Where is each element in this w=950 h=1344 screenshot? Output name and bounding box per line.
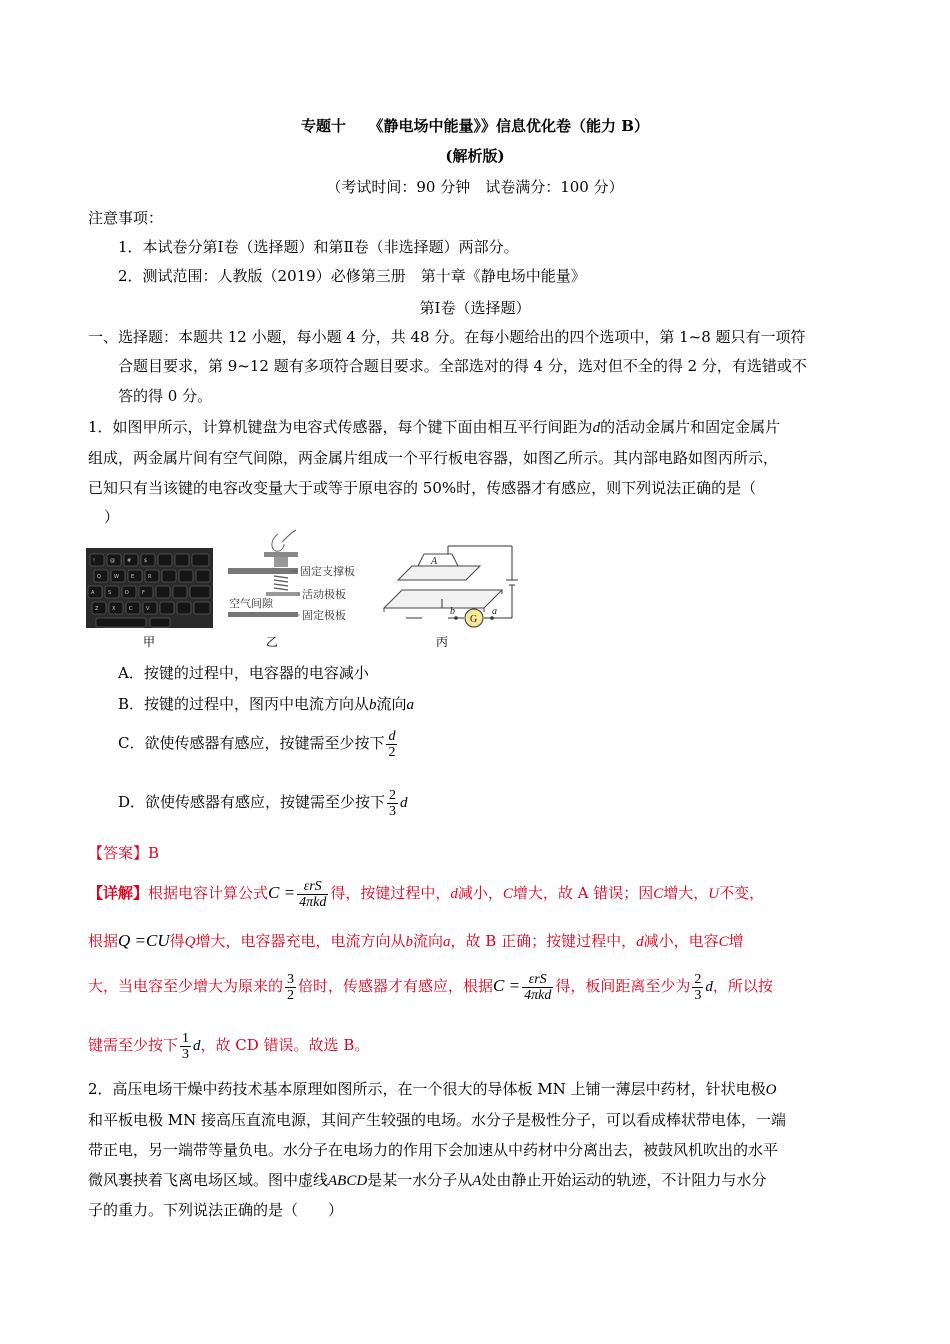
q1-stem-line-4: ）: [104, 508, 120, 526]
svg-text:!: !: [93, 558, 96, 564]
svg-text:V: V: [146, 606, 150, 612]
label-galvanometer: G: [470, 614, 478, 625]
label-key-A: A: [431, 556, 438, 567]
exam-info: （考试时间：90 分钟 试卷满分：100 分）: [326, 178, 624, 196]
figure-caption-jia: 甲: [143, 635, 156, 649]
fraction-d-over-2: $\frac{d}{2}$: [388, 728, 396, 760]
section-instructions-2: 合题目要求，第 9~12 题有多项符合题目要求。全部选对的得 4 分，选对但不全的得 2 分，有选错或不: [118, 357, 807, 375]
label-point-b: b: [450, 606, 455, 617]
q1-explanation-line-3: 大，当电容至少增大为原来的 $\frac{3}{2}$ 倍时，传感器才有感应，根据C = $\frac{\text{εrS}}{\text{4πkd}}$ 得，板间距离至少为 $\frac{2}{3}$ d，所以按: [88, 971, 773, 1003]
svg-text:@: @: [110, 558, 115, 564]
svg-text:F: F: [142, 590, 145, 596]
q1-stem-line-2: 组成，两金属片间有空气间隙，两金属片组成一个平行板电容器，如图乙所示。其内部电路如图丙所示，: [88, 449, 779, 467]
q2-stem-line-3: 带正电，另一端带等量负电。水分子在电场力的作用下会加速从中药材中分离出去，被鼓风机吹出的水平: [88, 1141, 779, 1159]
q1-explanation-line-4: 键需至少按下 $\frac{1}{3}$ d，故 CD 错误。故选 B。: [88, 1030, 370, 1062]
doc-subtitle: (解析版): [445, 147, 505, 165]
q1-explanation-line-1: 【详解】根据电容计算公式C = $\frac{\text{εrS}}{\text{4πkd}}$ 得，按键过程中，d减小，C增大，故 A 错误；因C增大，U不变，: [88, 878, 765, 910]
section-instructions-1: 一、选择题：本题共 12 小题，每小题 4 分，共 48 分。在每小题给出的四个选项中，第 1~8 题只有一项符: [88, 328, 806, 346]
keyboard-photo: [86, 548, 213, 628]
figure-caption-bing: 丙: [436, 635, 449, 649]
doc-title: 专题十 《静电场中能量》》信息优化卷（能力 B）: [301, 117, 649, 135]
svg-text:A: A: [91, 590, 95, 596]
label-fixed-plate: 固定极板: [302, 609, 346, 622]
section-title: 第Ⅰ卷（选择题）: [419, 299, 531, 317]
q2-stem-line-4: 微风裹挟着飞离电场区域。图中虚线ABCD是某一水分子从A处由静止开始运动的轨迹，不计阻力与水分: [88, 1171, 767, 1189]
q1-option-c: C．欲使传感器有感应，按键需至少按下 $\frac{d}{2}$: [118, 728, 396, 760]
q1-option-d: D．欲使传感器有感应，按键需至少按下 $\frac{2}{3}$ d: [118, 787, 408, 819]
fraction-3-over-2: $\frac{3}{2}$: [287, 971, 295, 1003]
svg-text:$: $: [144, 558, 148, 564]
q1-symbol-d: d: [592, 420, 601, 436]
q1-stem-line-1: 1．如图甲所示，计算机键盘为电容式传感器，每个键下面由相互平行间距为d的活动金属片和固定金属片: [88, 418, 781, 436]
notes-item-2: 2．测试范围：人教版（2019）必修第三册 第十章《静电场中能量》: [118, 267, 586, 285]
svg-text:C: C: [129, 606, 133, 612]
q1-answer: 【答案】B: [88, 844, 160, 862]
section-instructions-3: 答的得 0 分。: [118, 387, 213, 405]
label-fixed-support: 固定支撑板: [300, 565, 355, 578]
fraction-1-over-3: $\frac{1}{3}$: [182, 1030, 190, 1062]
q2-stem-line-2: 和平板电极 MN 接高压直流电源，其间产生较强的电场。水分子是极性分子，可以看成棒状带电体，一端: [88, 1111, 787, 1129]
circuit-diagram: [372, 544, 520, 630]
svg-text:R: R: [148, 574, 152, 580]
svg-text:S: S: [108, 590, 112, 596]
svg-text:Z: Z: [95, 606, 99, 612]
svg-text:E: E: [131, 574, 135, 580]
svg-text:X: X: [112, 606, 116, 612]
fraction-2-over-3: $\frac{2}{3}$: [389, 787, 397, 819]
q2-stem-line-5: 子的重力。下列说法正确的是（ ）: [88, 1201, 344, 1219]
label-point-a: a: [492, 606, 497, 617]
label-air-gap: 空气间隙: [229, 597, 273, 610]
q2-stem-line-1: 2．高压电场干燥中药技术基本原理如图所示，在一个很大的导体板 MN 上铺一薄层中药材，针状电极O: [88, 1080, 777, 1098]
q1-stem-line-3: 已知只有当该键的电容改变量大于或等于原电容的 50%时，传感器才有感应，则下列说法正确的是（: [88, 479, 757, 497]
figure-caption-yi: 乙: [266, 635, 279, 649]
svg-text:#: #: [127, 558, 132, 564]
svg-text:D: D: [125, 590, 129, 596]
capacitance-formula-fraction: $\frac{\text{εrS}}{\text{4πkd}}$: [299, 878, 327, 910]
key-capacitor-diagram: [226, 528, 361, 630]
q1-option-b: B．按键的过程中，图丙中电流方向从b流向a: [118, 695, 415, 713]
notes-heading: 注意事项：: [88, 209, 164, 227]
q1-explanation-line-2: 根据Q =CU得Q增大，电容器充电，电流方向从b流向a，故 B 正确；按键过程中，d减小，电容C增: [88, 931, 744, 950]
notes-item-1: 1．本试卷分第Ⅰ卷（选择题）和第Ⅱ卷（非选择题）两部分。: [118, 238, 519, 256]
label-active-plate: 活动极板: [302, 588, 346, 601]
svg-text:Q: Q: [97, 574, 101, 580]
svg-text:W: W: [114, 574, 119, 580]
q1-option-a: A．按键的过程中，电容器的电容减小: [118, 664, 369, 682]
